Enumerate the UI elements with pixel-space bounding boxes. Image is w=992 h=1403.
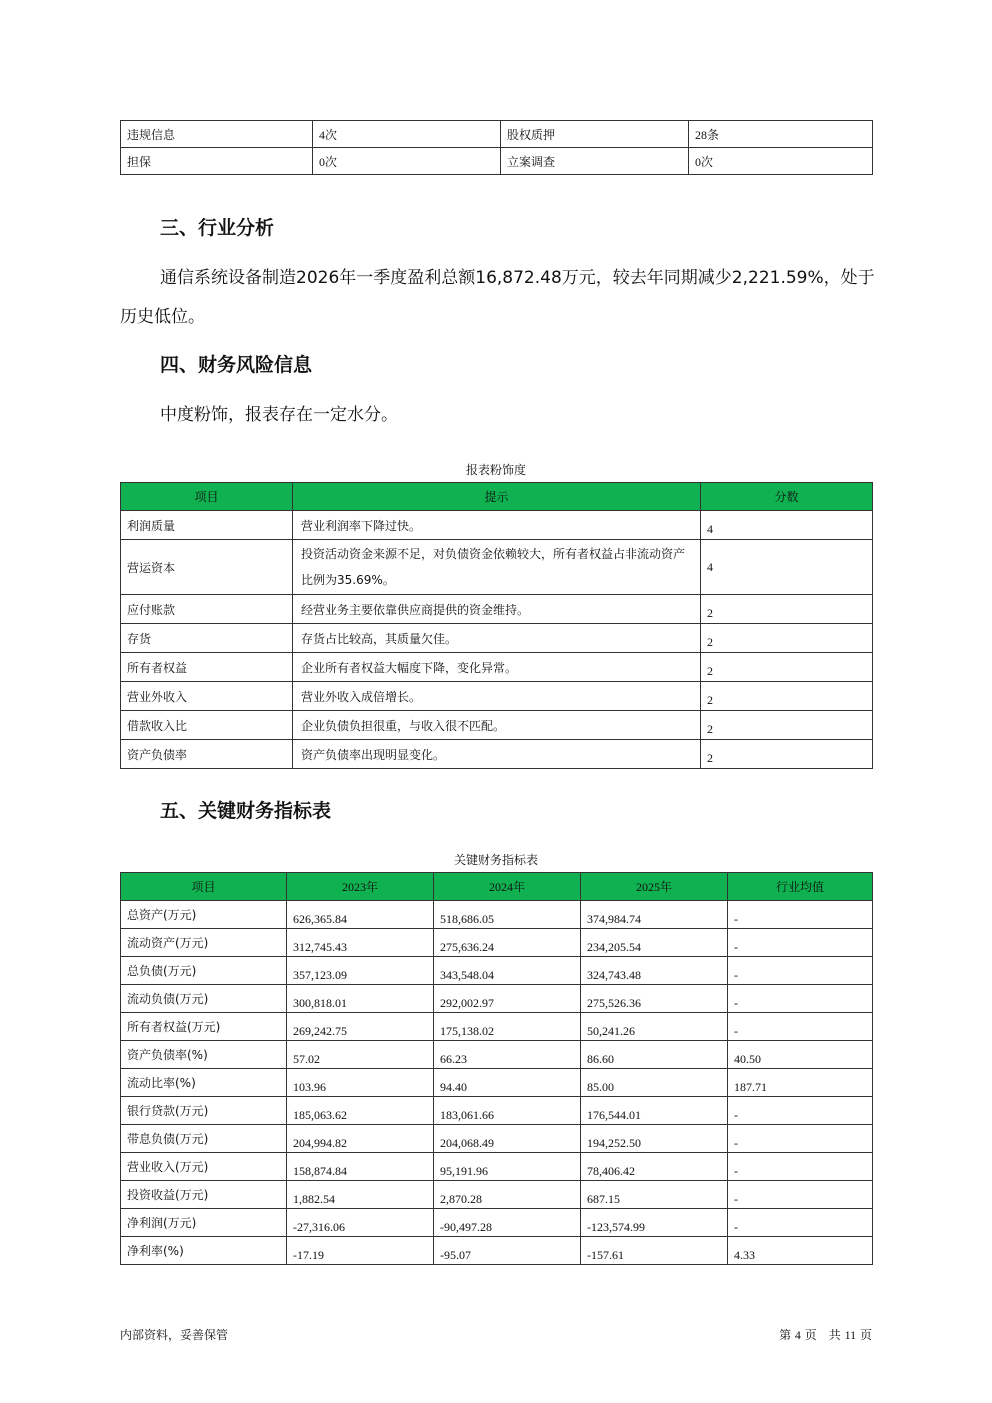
hint-cell: 经营业务主要依靠供应商提供的资金维持。 (293, 595, 701, 624)
table-row (121, 511, 873, 540)
value-cell: 234,205.54 (581, 929, 728, 957)
table-row (121, 148, 873, 175)
industry-paragraph-line2: 历史低位。 (120, 307, 205, 327)
value-cell: 300,818.01 (287, 985, 434, 1013)
value-cell: 687.15 (581, 1181, 728, 1209)
value-cell: - (728, 1013, 873, 1041)
item-cell: 营业外收入 (121, 682, 293, 711)
page-label-suffix: 页 (859, 1328, 872, 1342)
page-label-mid: 页 共 (804, 1328, 841, 1342)
value-cell: 187.71 (728, 1069, 873, 1097)
value-cell: 626,365.84 (287, 901, 434, 929)
value-cell: - (728, 1153, 873, 1181)
table-row (121, 1069, 873, 1097)
table-row (121, 957, 873, 985)
score-cell: 2 (701, 740, 873, 769)
value-cell: -90,497.28 (434, 1209, 581, 1237)
table-row (121, 1181, 873, 1209)
value-cell: 103.96 (287, 1069, 434, 1097)
table-row (121, 595, 873, 624)
value-cell: 1,882.54 (287, 1181, 434, 1209)
item-cell: 带息负债(万元) (121, 1125, 287, 1153)
value-cell: 204,068.49 (434, 1125, 581, 1153)
page-total: 11 (844, 1328, 857, 1342)
table-caption: 关键财务指标表 (453, 853, 538, 867)
value-cell: 4.33 (728, 1237, 873, 1265)
table-row (121, 1125, 873, 1153)
value-cell: - (728, 901, 873, 929)
item-cell: 银行贷款(万元) (121, 1097, 287, 1125)
value-cell: 374,984.74 (581, 901, 728, 929)
value-cell: -95.07 (434, 1237, 581, 1265)
item-cell: 借款收入比 (121, 711, 293, 740)
table-row (121, 1209, 873, 1237)
cell-value: 28条 (689, 121, 873, 148)
value-cell: - (728, 1181, 873, 1209)
score-cell: 2 (701, 682, 873, 711)
value-cell: -27,316.06 (287, 1209, 434, 1237)
table-row (121, 682, 873, 711)
hint-cell: 投资活动资金来源不足，对负债资金依赖较大，所有者权益占非流动资产比例为35.69%。 (293, 540, 701, 595)
column-header: 2025年 (581, 873, 728, 901)
item-cell: 所有者权益(万元) (121, 1013, 287, 1041)
page-current: 4 (794, 1328, 801, 1342)
score-cell: 4 (701, 511, 873, 540)
item-cell: 营业收入(万元) (121, 1153, 287, 1181)
table-header-row (121, 873, 873, 901)
item-cell: 资产负债率(%) (121, 1041, 287, 1069)
value-cell: 94.40 (434, 1069, 581, 1097)
score-cell: 4 (701, 540, 873, 595)
column-header: 分数 (701, 483, 873, 511)
report-beautification-table (120, 482, 873, 769)
value-cell: - (728, 1097, 873, 1125)
item-cell: 应付账款 (121, 595, 293, 624)
table-header-row (121, 483, 873, 511)
table-row (121, 624, 873, 653)
value-cell: 40.50 (728, 1041, 873, 1069)
footer-confidential-note: 内部资料，妥善保管 (120, 1328, 229, 1342)
column-header: 2023年 (287, 873, 434, 901)
key-financial-indicators-table (120, 872, 873, 1265)
value-cell: -123,574.99 (581, 1209, 728, 1237)
value-cell: 86.60 (581, 1041, 728, 1069)
value-cell: 95,191.96 (434, 1153, 581, 1181)
hint-cell: 营业外收入成倍增长。 (293, 682, 701, 711)
section-heading-financial-risk: 四、财务风险信息 (160, 354, 313, 376)
value-cell: 158,874.84 (287, 1153, 434, 1181)
value-cell: 343,548.04 (434, 957, 581, 985)
section-heading-industry: 三、行业分析 (160, 217, 275, 239)
table-row (121, 740, 873, 769)
page-label-prefix: 第 (779, 1328, 792, 1342)
item-cell: 净利润(万元) (121, 1209, 287, 1237)
score-cell: 2 (701, 653, 873, 682)
footer-page-number (779, 1326, 872, 1343)
value-cell: -17.19 (287, 1237, 434, 1265)
financial-risk-paragraph: 中度粉饰，报表存在一定水分。 (160, 405, 398, 425)
item-cell: 所有者权益 (121, 653, 293, 682)
value-cell: 275,526.36 (581, 985, 728, 1013)
value-cell: - (728, 929, 873, 957)
table-row (121, 901, 873, 929)
value-cell: 176,544.01 (581, 1097, 728, 1125)
value-cell: 50,241.26 (581, 1013, 728, 1041)
cell-value: 4次 (313, 121, 501, 148)
table-row (121, 121, 873, 148)
value-cell: 518,686.05 (434, 901, 581, 929)
item-cell: 利润质量 (121, 511, 293, 540)
value-cell: 175,138.02 (434, 1013, 581, 1041)
item-cell: 净利率(%) (121, 1237, 287, 1265)
hint-cell: 营业利润率下降过快。 (293, 511, 701, 540)
value-cell: 185,063.62 (287, 1097, 434, 1125)
value-cell: - (728, 957, 873, 985)
column-header: 项目 (121, 483, 293, 511)
table-row (121, 540, 873, 595)
score-cell: 2 (701, 595, 873, 624)
item-cell: 营运资本 (121, 540, 293, 595)
table-row (121, 1237, 873, 1265)
cell-label: 违规信息 (121, 121, 313, 148)
industry-paragraph-line1: 通信系统设备制造2026年一季度盈利总额16,872.48万元，较去年同期减少2,221.59%，处于 (160, 268, 875, 288)
item-cell: 流动资产(万元) (121, 929, 287, 957)
value-cell: - (728, 1209, 873, 1237)
value-cell: 275,636.24 (434, 929, 581, 957)
risk-info-table (120, 120, 873, 175)
value-cell: 292,002.97 (434, 985, 581, 1013)
value-cell: 324,743.48 (581, 957, 728, 985)
table-row (121, 985, 873, 1013)
table-row (121, 653, 873, 682)
table-row (121, 1097, 873, 1125)
hint-cell: 存货占比较高，其质量欠佳。 (293, 624, 701, 653)
score-cell: 2 (701, 624, 873, 653)
column-header: 项目 (121, 873, 287, 901)
cell-label: 股权质押 (501, 121, 689, 148)
table-row (121, 1013, 873, 1041)
table-row (121, 1153, 873, 1181)
column-header: 提示 (293, 483, 701, 511)
value-cell: 85.00 (581, 1069, 728, 1097)
item-cell: 总资产(万元) (121, 901, 287, 929)
item-cell: 总负债(万元) (121, 957, 287, 985)
cell-value: 0次 (689, 148, 873, 175)
value-cell: - (728, 1125, 873, 1153)
table-row (121, 929, 873, 957)
table-caption: 报表粉饰度 (465, 463, 526, 477)
value-cell: 357,123.09 (287, 957, 434, 985)
value-cell: 204,994.82 (287, 1125, 434, 1153)
value-cell: 2,870.28 (434, 1181, 581, 1209)
column-header: 2024年 (434, 873, 581, 901)
item-cell: 流动负债(万元) (121, 985, 287, 1013)
table-row (121, 1041, 873, 1069)
cell-label: 担保 (121, 148, 313, 175)
table-row (121, 711, 873, 740)
column-header: 行业均值 (728, 873, 873, 901)
item-cell: 资产负债率 (121, 740, 293, 769)
value-cell: - (728, 985, 873, 1013)
item-cell: 投资收益(万元) (121, 1181, 287, 1209)
score-cell: 2 (701, 711, 873, 740)
hint-cell: 资产负债率出现明显变化。 (293, 740, 701, 769)
value-cell: -157.61 (581, 1237, 728, 1265)
value-cell: 269,242.75 (287, 1013, 434, 1041)
hint-cell: 企业负债负担很重，与收入很不匹配。 (293, 711, 701, 740)
item-cell: 存货 (121, 624, 293, 653)
value-cell: 183,061.66 (434, 1097, 581, 1125)
section-heading-key-indicators: 五、关键财务指标表 (160, 800, 332, 822)
item-cell: 流动比率(%) (121, 1069, 287, 1097)
cell-value: 0次 (313, 148, 501, 175)
value-cell: 66.23 (434, 1041, 581, 1069)
hint-cell: 企业所有者权益大幅度下降，变化异常。 (293, 653, 701, 682)
value-cell: 78,406.42 (581, 1153, 728, 1181)
cell-label: 立案调查 (501, 148, 689, 175)
value-cell: 194,252.50 (581, 1125, 728, 1153)
value-cell: 57.02 (287, 1041, 434, 1069)
value-cell: 312,745.43 (287, 929, 434, 957)
